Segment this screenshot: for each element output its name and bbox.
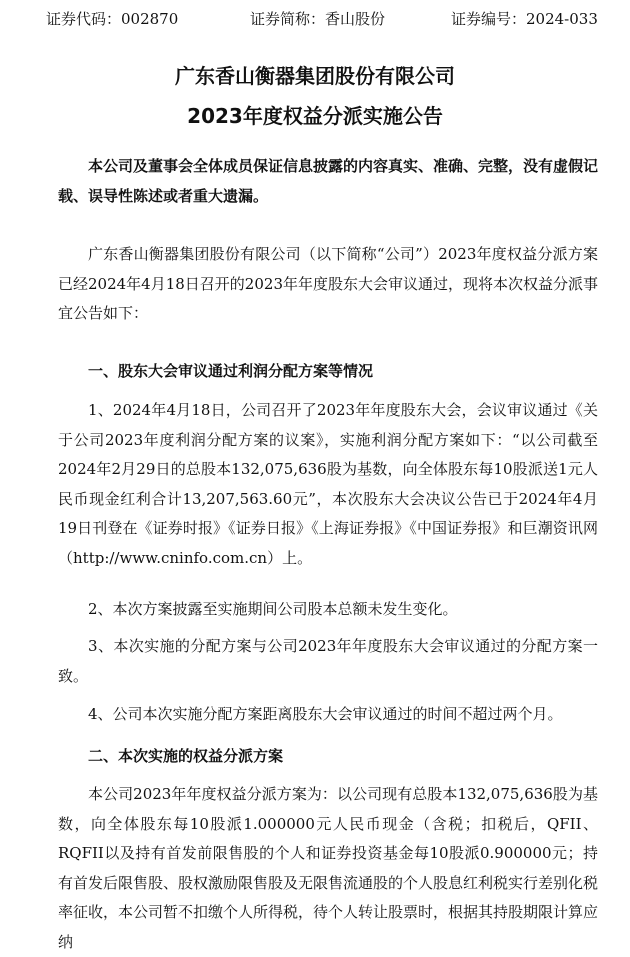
disclaimer: 本公司及董事会全体成员保证信息披露的内容真实、准确、完整，没有虚假记载、误导性陈述或者重大遗漏。 bbox=[58, 157, 599, 205]
security-code: 证券代码：002870 bbox=[46, 10, 179, 28]
section-1-item-4: 4、公司本次实施分配方案距离股东大会审议通过的时间不超过两个月。 bbox=[88, 705, 563, 723]
security-short-name: 证券简称：香山股份 bbox=[250, 10, 386, 28]
company-title: 广东香山衡器集团股份有限公司 bbox=[175, 64, 455, 88]
section-1-item-3: 3、本次实施的分配方案与公司2023年年度股东大会审议通过的分配方案一致。 bbox=[58, 637, 598, 685]
document-header bbox=[0, 8, 630, 30]
section-1-heading: 一、股东大会审议通过利润分配方案等情况 bbox=[88, 362, 374, 380]
section-2-body: 本公司2023年年度权益分派方案为：以公司现有总股本132,075,636股为基数，向全体股东每10股派1.000000元人民币现金（含税；扣税后，QFII、RQFII以及持有首发前限售股的个人和证券投资基金每10股派0.900000元；持有首发后限售股、股权激励限售股及无限售流通股的个人股息红利税实行差别化税率征收，本公司暂不扣缴个人所得税，待个人转让股票时，根据其持股期限计算应纳 bbox=[58, 785, 599, 951]
section-1-item-2: 2、本次方案披露至实施期间公司股本总额未发生变化。 bbox=[88, 600, 458, 618]
announcement-title: 2023年度权益分派实施公告 bbox=[187, 104, 443, 128]
announcement-number: 证券编号：2024-033 bbox=[451, 10, 598, 28]
section-1-item-1: 1、2024年4月18日，公司召开了2023年年度股东大会，会议审议通过《关于公司2023年度利润分配方案的议案》，实施利润分配方案如下：“以公司截至2024年2月29日的总股本132,075,636股为基数，向全体股东每10股派送1元人民币现金红利合计13,207,563.60元”，本次股东大会决议公告已于2024年4月19日刊登在《证券时报》《证券日报》《上海证券报》《中国证券报》和巨潮资讯网（http://www.cninfo.com.cn）上。 bbox=[58, 401, 598, 567]
intro-paragraph: 广东香山衡器集团股份有限公司（以下简称“公司”）2023年度权益分派方案已经2024年4月18日召开的2023年年度股东大会审议通过，现将本次权益分派事宜公告如下： bbox=[58, 245, 598, 322]
section-2-heading: 二、本次实施的权益分派方案 bbox=[88, 747, 284, 765]
